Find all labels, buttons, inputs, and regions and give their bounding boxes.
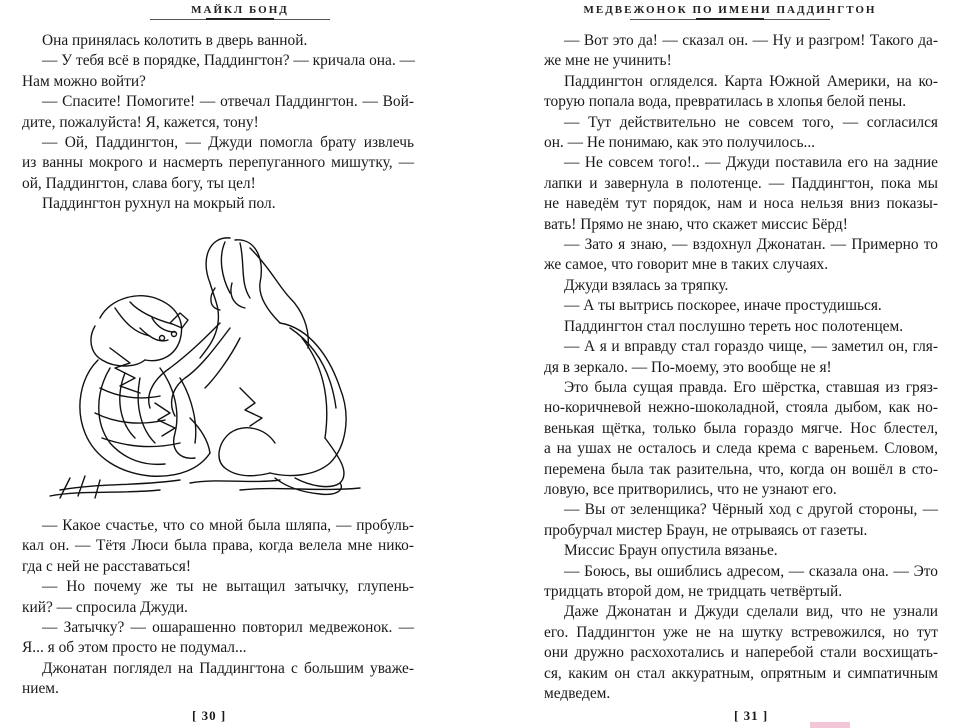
- text-line: вать! Прямо не знаю, что скажет миссис Бёрд!: [544, 215, 848, 233]
- text-line: Нам можно войти?: [22, 72, 146, 90]
- text-line: — Ой, Паддингтон, — Джуди помогла брату извлечь: [42, 134, 414, 152]
- header-rule-left-accent: [206, 18, 274, 20]
- running-head-left: МАЙКЛ БОНД: [191, 4, 289, 16]
- pink-mark: [810, 722, 850, 728]
- text-line: — Какое счастье, что со мной была шляпа, — пробуль-: [42, 517, 414, 534]
- text-line: он. — Не понимаю, как это получилось...: [544, 134, 816, 152]
- text-line: — А ты вытрись поскорее, иначе простудишься.: [564, 297, 882, 315]
- text-line: кал он. — Тётя Люси была права, когда велела мне нико-: [22, 537, 414, 555]
- running-head-right: МЕДВЕЖОНОК ПО ИМЕНИ ПАДДИНГТОН: [583, 4, 877, 16]
- header-rule-right-accent: [696, 18, 764, 20]
- text-line: дя в зеркало. — По-моему, это вообще не я!: [544, 358, 832, 376]
- right-text: [544, 31, 938, 704]
- text-line: — А я и вправду стал гораздо чище, — заметил он, гля-: [564, 338, 938, 356]
- left-text-top: [22, 31, 414, 215]
- left-text-bottom: [22, 516, 414, 700]
- text-line: кий? — спросила Джуди.: [22, 598, 188, 616]
- text-line: — Боюсь, вы ошиблись адресом, — сказала она. — Это: [564, 562, 938, 580]
- text-line: Я... я об этом просто не подумал...: [22, 639, 247, 657]
- text-line: Миссис Браун опустила вязанье.: [564, 542, 778, 560]
- text-line: нием.: [22, 680, 59, 698]
- text-line: дите, пожалуйста! Я, кажется, тону!: [22, 113, 259, 131]
- text-line: венькая щётка, только была гораздо мягче. Нос блестел,: [544, 419, 938, 437]
- text-line: перемена была так разительна, что, когда он вошёл в сто-: [544, 460, 938, 478]
- text-line: ой, Паддингтон, слава богу, ты цел!: [22, 174, 256, 192]
- text-line: лапки и завернула в полотенце. — Паддингтон, пока мы: [544, 174, 938, 192]
- text-line: Джуди взялась за тряпку.: [564, 276, 729, 294]
- text-line: из ванны мокрого и насмерть перепуганного мишутку, —: [22, 154, 414, 172]
- text-line: Джонатан поглядел на Паддингтона с большим уваже-: [42, 659, 414, 677]
- text-line: а на ушах не осталось и следа крема с вареньем. Словом,: [544, 440, 938, 458]
- page-number-left: [ 30 ]: [192, 708, 227, 723]
- text-line: они дружно расхохотались и наперебой стали восхищать-: [544, 644, 938, 662]
- paddington-bath-illustration-icon: [40, 228, 380, 502]
- text-line: ловую, все притворились, что не узнают его.: [544, 480, 837, 498]
- text-line: же самое, что говорит мне в таких случаях.: [544, 256, 829, 274]
- page-number-right: [ 31 ]: [734, 708, 769, 723]
- text-line: Паддингтон рухнул на мокрый пол.: [42, 195, 276, 213]
- text-line: — У тебя всё в порядке, Паддингтон? — кричала она. —: [42, 52, 415, 70]
- text-line: — Зато я знаю, — вздохнул Джонатан. — Примерно то: [564, 236, 938, 254]
- text-line: пробурчал мистер Браун, не отрываясь от газеты.: [544, 521, 868, 539]
- text-line: Она принялась колотить в дверь ванной.: [42, 32, 308, 49]
- text-line: торую попала вода, превратилась в хлопья белой пены.: [544, 93, 907, 111]
- text-line: — Затычку? — ошарашенно повторил медвежонок. —: [42, 619, 414, 637]
- text-line: — Но почему же ты не вытащил затычку, глупень-: [42, 578, 414, 596]
- text-line: же мне не учинить!: [544, 52, 672, 70]
- right-page: [480, 0, 960, 728]
- text-line: Паддингтон стал послушно тереть нос полотенцем.: [564, 317, 904, 335]
- text-line: гда с ней не расставаться!: [22, 557, 192, 575]
- text-line: Это была сущая правда. Его шёрстка, ставшая из гряз-: [564, 378, 938, 396]
- text-line: — Вот это да! — сказал он. — Ну и разгром! Такого да-: [564, 32, 938, 49]
- text-line: — Вы от зеленщика? Чёрный ход с другой стороны, —: [564, 501, 938, 519]
- text-line: — Спасите! Помогите! — отвечал Паддингтон. — Вой-: [42, 93, 414, 111]
- text-line: но-коричневой нежно-шоколадной, стояла дыбом, как но-: [544, 399, 938, 417]
- text-line: — Тут действительно не совсем того, — согласился: [564, 113, 938, 131]
- text-line: не наведём тут порядок, нам и носа нельзя вниз показы-: [544, 195, 938, 213]
- text-line: его. Паддингтон уже не на шутку встревожился, но тут: [544, 623, 938, 641]
- text-line: — Не совсем того!.. — Джуди поставила его на задние: [564, 154, 938, 172]
- text-line: Даже Джонатан и Джуди сделали вид, что не узнали: [564, 603, 938, 621]
- text-line: ся, каким он стал аккуратным, опрятным и симпатичным: [544, 664, 938, 682]
- text-line: медведем.: [544, 685, 611, 702]
- text-line: тридцать второй дом, не тридцать четвёртый.: [544, 582, 843, 600]
- text-line: Паддингтон огляделся. Карта Южной Америки, на ко-: [564, 72, 938, 90]
